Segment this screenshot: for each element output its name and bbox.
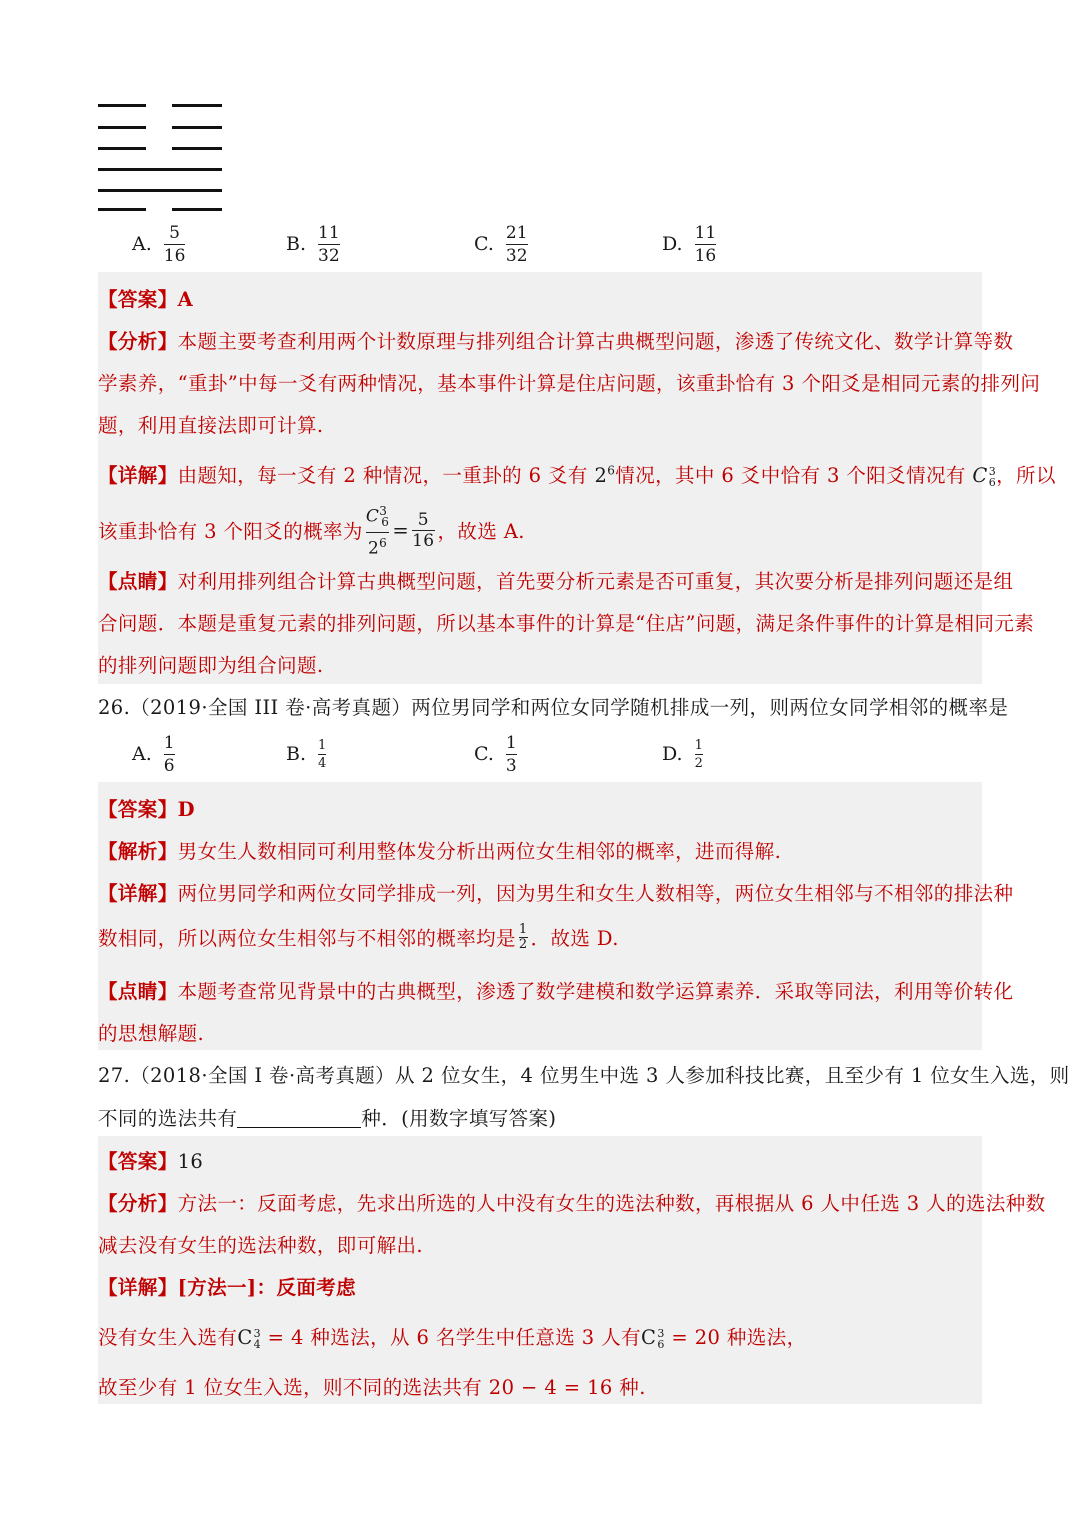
- answer-blank: [237, 1108, 361, 1128]
- note-line: 【点睛】对利用排列组合计算古典概型问题，首先要分析元素是否可重复，其次要分析是排列问题还是组: [98, 570, 1014, 593]
- analysis-line: 【分析】本题主要考查利用两个计数原理与排列组合计算古典概型问题，渗透了传统文化、数学计算等数: [98, 330, 1014, 353]
- q26-solution: [98, 782, 1014, 1050]
- detail-line: 故至少有 1 位女生入选，则不同的选法共有 20 − 4 = 16 种.: [98, 1376, 646, 1399]
- detail-line: 没有女生入选有C 3 4 = 4 种选法，从 6 名学生中任意选 3 人有C 3 6 = 20 种选法，: [98, 1326, 807, 1351]
- choice-b: B. $\frac{1}{4}$: [286, 737, 327, 771]
- detail-line: 【详解】两位男同学和两位女同学排成一列，因为男生和女生人数相等，两位女生相邻与不相邻的排法种: [98, 882, 1014, 905]
- note-line: 的思想解题.: [98, 1022, 205, 1045]
- q26-question: 26.（2019·全国 III 卷·高考真题）两位男同学和两位女同学随机排成一列，则两位女同学相邻的概率是: [98, 696, 1009, 719]
- q25-choices: [98, 218, 798, 270]
- answer-line: 【答案】16: [98, 1150, 204, 1173]
- detail-line: 该重卦恰有 3 个阳爻的概率为 $\frac{C^3_6}{2^6}$ = $\frac{5}{16}$ ，故选 A.: [98, 506, 982, 554]
- choice-a: A. $\frac{5}{16}$: [132, 222, 186, 266]
- yin-line: [98, 147, 222, 150]
- note-line: 合问题．本题是重复元素的排列问题，所以基本事件的计算是“住店”问题，满足条件事件的计算是相同元素: [98, 612, 1035, 635]
- answer-line: 【答案】A: [98, 288, 194, 311]
- yin-line: [98, 126, 222, 129]
- q27-solution: [98, 1136, 1046, 1404]
- yang-line: [98, 168, 222, 171]
- detail-line: 【详解】由题知，每一爻有 2 种情况，一重卦的 6 爻有 $2^6$情况，其中 6 爻中恰有 3 个阳爻情况有 C 3 6 ，所以: [98, 463, 1056, 489]
- choice-b: B. $\frac{11}{32}$: [286, 222, 340, 266]
- note-line: 【点睛】本题考查常见背景中的古典概型，渗透了数学建模和数学运算素养．采取等同法，利用等价转化: [98, 980, 1014, 1003]
- q25-solution: [98, 272, 1056, 684]
- q27-question: 27.（2018·全国 I 卷·高考真题）从 2 位女生，4 位男生中选 3 人参加科技比赛，且至少有 1 位女生入选，则: [98, 1064, 1070, 1087]
- analysis-line: 题，利用直接法即可计算.: [98, 414, 324, 437]
- yang-line: [98, 189, 222, 192]
- analysis-line: 【分析】方法一：反面考虑，先求出所选的人中没有女生的选法种数，再根据从 6 人中任选 3 人的选法种数: [98, 1192, 1046, 1215]
- note-line: 的排列问题即为组合问题.: [98, 654, 324, 677]
- analysis-line: 减去没有女生的选法种数，即可解出.: [98, 1234, 423, 1257]
- q27-question: 不同的选法共有 种．(用数字填写答案): [98, 1107, 557, 1130]
- hexagram-figure: [98, 104, 222, 212]
- yin-line: [98, 104, 222, 107]
- choice-a: A. $\frac{1}{6}$: [132, 732, 175, 776]
- analysis-line: 【解析】男女生人数相同可利用整体发分析出两位女生相邻的概率，进而得解.: [98, 840, 782, 863]
- answer-line: 【答案】D: [98, 798, 195, 821]
- detail-line: 数相同，所以两位女生相邻与不相邻的概率均是 $\frac{1}{2}$ ．故选 D.: [98, 921, 619, 952]
- choice-c: C. $\frac{21}{32}$: [474, 222, 528, 266]
- analysis-line: 学素养，“重卦”中每一爻有两种情况，基本事件计算是住店问题，该重卦恰有 3 个阳爻是相同元素的排列问: [98, 372, 1041, 395]
- detail-line: 【详解】[方法一]：反面考虑: [98, 1276, 357, 1299]
- q26-choices: [98, 728, 798, 780]
- probability-fraction: $\frac{C^3_6}{2^6}$: [365, 504, 390, 559]
- choice-d: D. $\frac{11}{16}$: [662, 222, 717, 266]
- choice-d: D. $\frac{1}{2}$: [662, 737, 703, 771]
- choice-c: C. $\frac{1}{3}$: [474, 732, 517, 776]
- yin-line: [98, 208, 222, 211]
